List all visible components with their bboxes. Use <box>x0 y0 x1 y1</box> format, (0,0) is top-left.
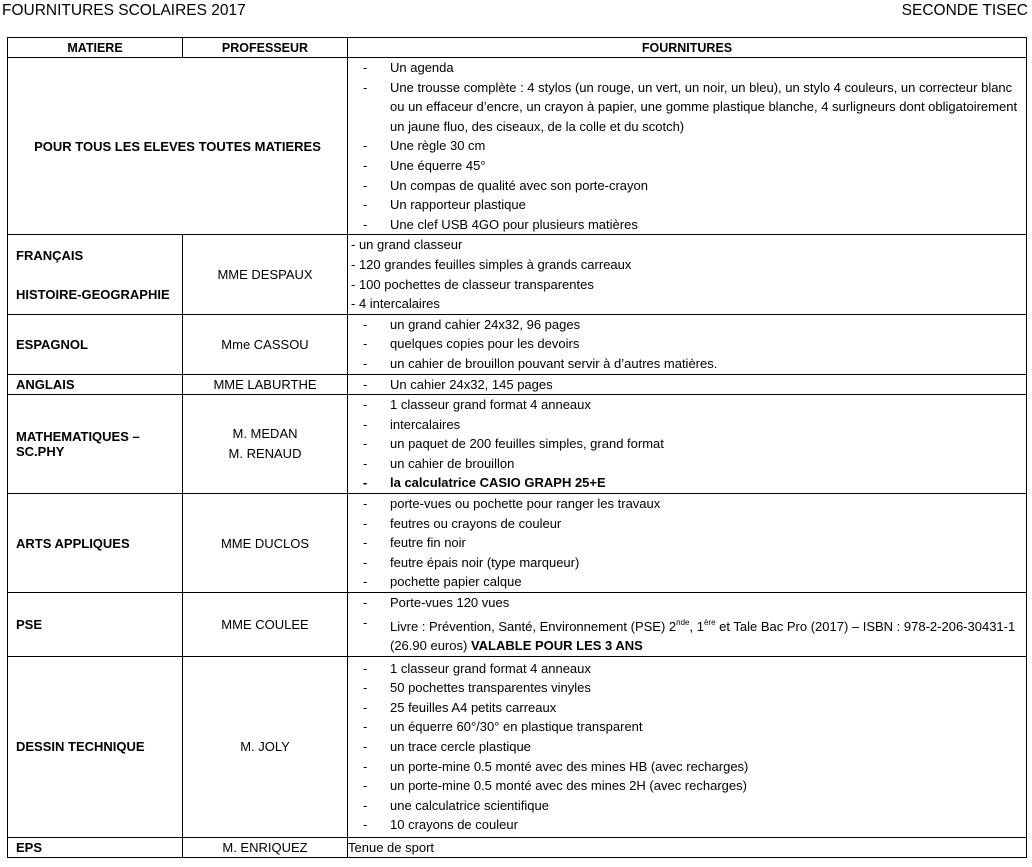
list-item: - un porte-mine 0.5 monté avec des mines 2H (avec recharges) <box>348 776 1026 796</box>
document-title: FOURNITURES SCOLAIRES 2017 <box>2 2 246 19</box>
table-row-francais <box>8 235 1027 314</box>
book-text-c: et Tale Bac Pro (2017) – ISBN : 978-2-206-30431-1 (26.90 euros) <box>390 618 1016 654</box>
matiere-cell: ANGLAIS <box>8 374 183 395</box>
professeur-cell: Mme CASSOU <box>183 314 348 374</box>
table-row-tous <box>8 58 1027 235</box>
table-row-anglais <box>8 374 1027 395</box>
list-item-calculator: - la calculatrice CASIO GRAPH 25+E <box>348 473 1026 493</box>
fournitures-cell <box>348 593 1027 657</box>
column-header-matiere: MATIERE <box>8 38 183 58</box>
list-item: - une calculatrice scientifique <box>348 796 1026 816</box>
fournitures-cell <box>348 374 1027 395</box>
list-item: - 100 pochettes de classeur transparentes <box>348 275 1026 295</box>
class-name: SECONDE TISEC <box>901 2 1028 19</box>
valable-note: VALABLE POUR LES 3 ANS <box>470 638 643 654</box>
matiere-cell <box>8 235 183 314</box>
supplies-list <box>348 235 1026 313</box>
supplies-list <box>348 375 1026 395</box>
list-item: - un cahier de brouillon pouvant servir à d’autres matières. <box>348 354 1026 374</box>
list-item: - un équerre 60°/30° en plastique transparent <box>348 717 1026 737</box>
table-row-arts <box>8 494 1027 593</box>
supplies-list <box>348 315 1026 374</box>
list-item: - un grand classeur <box>348 235 1026 255</box>
list-item: - Un cahier 24x32, 145 pages <box>348 375 1026 395</box>
supplies-list <box>348 659 1026 835</box>
fournitures-cell <box>348 656 1027 837</box>
list-item: - un paquet de 200 feuilles simples, grand format <box>348 434 1026 454</box>
list-item: - intercalaires <box>348 415 1026 435</box>
fournitures-cell <box>348 395 1027 494</box>
matiere-cell: DESSIN TECHNIQUE <box>8 656 183 837</box>
list-item: - Un rapporteur plastique <box>348 195 1026 215</box>
professeur-cell <box>183 395 348 494</box>
list-item: - un grand cahier 24x32, 96 pages <box>348 315 1026 335</box>
table-row-dessin <box>8 656 1027 837</box>
list-item: - feutres ou crayons de couleur <box>348 514 1026 534</box>
list-item: - un trace cercle plastique <box>348 737 1026 757</box>
list-item: - 4 intercalaires <box>348 294 1026 314</box>
professeur-2: M. RENAUD <box>228 446 302 462</box>
list-item: - feutre fin noir <box>348 533 1026 553</box>
table-row-maths <box>8 395 1027 494</box>
matiere-cell: MATHEMATIQUES – SC.PHY <box>8 395 183 494</box>
list-item: - porte-vues ou pochette pour ranger les travaux <box>348 494 1026 514</box>
professeur-cell: M. ENRIQUEZ <box>183 837 348 857</box>
list-item: - 50 pochettes transparentes vinyles <box>348 678 1026 698</box>
list-item: - 25 feuilles A4 petits carreaux <box>348 698 1026 718</box>
professeur-cell: M. JOLY <box>183 656 348 837</box>
professeur-cell: MME DESPAUX <box>183 235 348 314</box>
matiere-cell: ESPAGNOL <box>8 314 183 374</box>
column-header-professeur: PROFESSEUR <box>183 38 348 58</box>
matiere-cell: EPS <box>8 837 183 857</box>
list-item: - feutre épais noir (type marqueur) <box>348 553 1026 573</box>
sup-nde: nde <box>676 617 690 627</box>
supplies-list <box>348 395 1026 493</box>
table-row-eps <box>8 837 1027 857</box>
supplies-list <box>348 58 1026 234</box>
list-item: - 1 classeur grand format 4 anneaux <box>348 659 1026 679</box>
matiere-cell: ARTS APPLIQUES <box>8 494 183 593</box>
supplies-table <box>7 37 1027 858</box>
supplies-list <box>348 593 1026 656</box>
fournitures-cell <box>348 494 1027 593</box>
list-item-book <box>348 613 1026 656</box>
matiere-histoire: HISTOIRE-GEOGRAPHIE <box>16 286 170 302</box>
professeur-cell: MME COULEE <box>183 593 348 657</box>
list-item: - un porte-mine 0.5 monté avec des mines HB (avec recharges) <box>348 757 1026 777</box>
list-item: - Une clef USB 4GO pour plusieurs matières <box>348 215 1026 235</box>
list-item: - un cahier de brouillon <box>348 454 1026 474</box>
table-header-row <box>8 38 1027 58</box>
list-item: - pochette papier calque <box>348 572 1026 592</box>
list-item: - 10 crayons de couleur <box>348 815 1026 835</box>
matiere-cell: POUR TOUS LES ELEVES TOUTES MATIERES <box>8 58 348 235</box>
matiere-francais: FRANÇAIS <box>16 247 84 263</box>
professeur-cell: MME LABURTHE <box>183 374 348 395</box>
sup-ere: ère <box>703 617 716 627</box>
list-item: - Une règle 30 cm <box>348 136 1026 156</box>
fournitures-cell <box>348 58 1027 235</box>
table-row-pse <box>8 593 1027 657</box>
list-item: - Une trousse complète : 4 stylos (un rouge, un vert, un noir, un bleu), un stylo 4 couleurs, un correcteur blanc ou un effaceur d’encre, un crayon à papier, une gomme plastique blanche, 4 surligneurs dont obligatoirement un jaune fluo, des ciseaux, de la colle et du scotch) <box>348 78 1026 137</box>
fournitures-cell <box>348 235 1027 314</box>
column-header-fournitures: FOURNITURES <box>348 38 1027 58</box>
list-item: - Une équerre 45° <box>348 156 1026 176</box>
book-text-a: Livre : Prévention, Santé, Environnement (PSE) 2 <box>390 618 677 634</box>
list-item: - Un compas de qualité avec son porte-crayon <box>348 176 1026 196</box>
professeur-1: M. MEDAN <box>232 426 298 442</box>
supplies-list <box>348 494 1026 592</box>
professeur-cell: MME DUCLOS <box>183 494 348 593</box>
list-item: - 1 classeur grand format 4 anneaux <box>348 395 1026 415</box>
list-item: - quelques copies pour les devoirs <box>348 334 1026 354</box>
list-item: - 120 grandes feuilles simples à grands carreaux <box>348 255 1026 275</box>
fournitures-cell: Tenue de sport <box>348 837 1027 857</box>
list-item: - Porte-vues 120 vues <box>348 593 1026 613</box>
list-item: - Un agenda <box>348 58 1026 78</box>
book-text-b: , 1 <box>689 618 704 634</box>
fournitures-cell <box>348 314 1027 374</box>
table-row-espagnol <box>8 314 1027 374</box>
matiere-cell: PSE <box>8 593 183 657</box>
